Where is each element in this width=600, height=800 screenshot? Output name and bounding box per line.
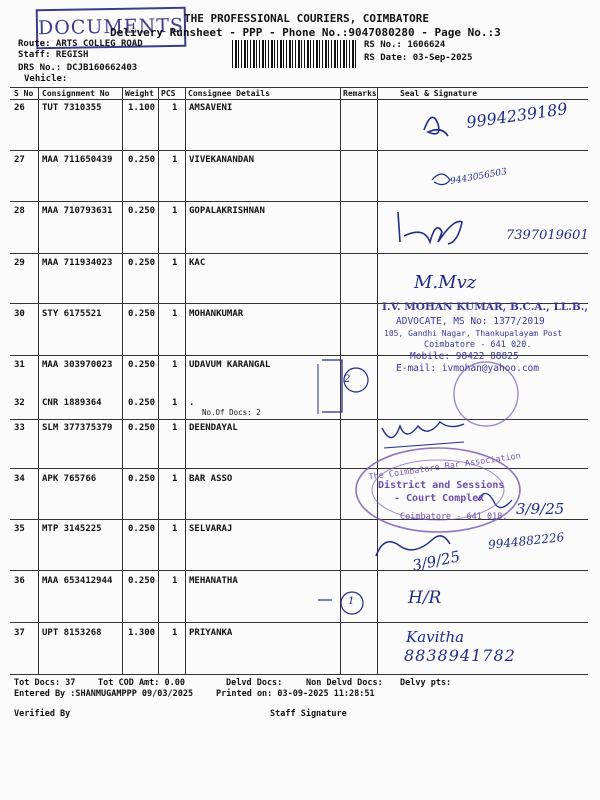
vehicle-label: Vehicle: [24, 74, 68, 84]
consignee: PRIYANKA [189, 628, 233, 638]
pcs: 1 [172, 524, 178, 534]
consignee: VIVEKANANDAN [189, 155, 255, 165]
advocate-stamp-line4: Coimbatore - 641 020. [424, 340, 532, 350]
company-title: THE PROFESSIONAL COURIERS, COIMBATORE [184, 12, 430, 25]
entered-by: Entered By :SHANMUGAMPPP 09/03/2025 [14, 689, 194, 699]
sno: 30 [14, 309, 25, 319]
bar-stamp-line3: Coimbatore - 641 018. [400, 512, 508, 522]
sno: 36 [14, 576, 25, 586]
documents-stamp: DOCUMENTS [36, 7, 187, 50]
weight: 0.250 [128, 309, 156, 319]
signature-date-34: 3/9/25 [516, 500, 565, 518]
consignment-no: SLM 377375379 [42, 423, 113, 433]
weight: 1.100 [128, 103, 156, 113]
sno: 33 [14, 423, 25, 433]
pcs: 1 [172, 628, 178, 638]
consignment-no: TUT 7310355 [42, 103, 102, 113]
pcs: 1 [172, 258, 178, 268]
pcs: 1 [172, 474, 178, 484]
bar-stamp-line1: District and Sessions [378, 480, 505, 491]
sno: 28 [14, 206, 25, 216]
signature-36: H/R [408, 588, 442, 608]
sno: 29 [14, 258, 25, 268]
consignment-no: MAA 303970023 [42, 360, 113, 370]
col-pcs: PCS [161, 89, 176, 98]
drs-number: DRS No.: DCJB160662403 [18, 63, 138, 73]
docs-note: No.Of Docs: 2 [202, 408, 261, 417]
bar-stamp-line2: - Court Complex [394, 493, 485, 504]
consignee: BAR ASSO [189, 474, 233, 484]
col-weight: Weight [125, 89, 154, 98]
advocate-stamp-line5: Mobile: 98422 88825 [410, 351, 519, 362]
total-cod: Tot COD Amt: 0.00 [98, 678, 185, 688]
delivery-points: Delvy pts: [400, 678, 452, 688]
circle-mark-2: 2 [344, 374, 351, 385]
consignment-no: UPT 8153268 [42, 628, 102, 638]
col-consignee: Consignee Details [188, 89, 270, 98]
sno: 35 [14, 524, 25, 534]
consignment-no: MAA 653412944 [42, 576, 113, 586]
consignment-no: MAA 711650439 [42, 155, 113, 165]
consignee: MOHANKUMAR [189, 309, 244, 319]
consignee: KAC [189, 258, 206, 268]
circle-mark-1: 1 [348, 596, 355, 607]
pcs: 1 [172, 155, 178, 165]
signature-phone-37: 8838941782 [404, 646, 516, 665]
pcs: 1 [172, 423, 178, 433]
verified-by: Verified By [14, 709, 71, 719]
advocate-stamp-line2: ADVOCATE, MS No: 1377/2019 [396, 316, 545, 327]
sno: 37 [14, 628, 25, 638]
sno: 34 [14, 474, 25, 484]
advocate-stamp-line3: 105, Gandhi Nagar, Thankupalayam Post [384, 329, 563, 338]
weight: 0.250 [128, 360, 156, 370]
consignment-no: STY 6175521 [42, 309, 102, 319]
consignee: MEHANATHA [189, 576, 238, 586]
rs-date: RS Date: 03-Sep-2025 [364, 53, 473, 63]
signature-phone-35: 9944882226 [487, 530, 565, 552]
signature-phone-27: 9443056503 [449, 167, 508, 187]
consignment-no: CNR 1889364 [42, 398, 102, 408]
pcs: 1 [172, 360, 178, 370]
staff-label: Staff: REGISH [18, 50, 89, 60]
pcs: 1 [172, 103, 178, 113]
weight: 0.250 [128, 398, 156, 408]
consignee: DEENDAYAL [189, 423, 238, 433]
consignment-no: MTP 3145225 [42, 524, 102, 534]
consignee: UDAVUM KARANGAL [189, 360, 271, 370]
bar-stamp-ring: The Coimbatore Bar Association [368, 451, 522, 483]
printed-on: Printed on: 03-09-2025 11:28:51 [216, 689, 375, 699]
staff-signature: Staff Signature [270, 709, 347, 719]
weight: 0.250 [128, 524, 156, 534]
col-seal-signature: Seal & Signature [400, 89, 478, 98]
col-sno: S No [14, 89, 34, 98]
rs-number: RS No.: 1606624 [364, 40, 446, 50]
runsheet-subtitle: Delivery Runsheet - PPP - Phone No.:9047080280 - Page No.:3 [110, 26, 501, 39]
signature-date-35: 3/9/25 [410, 547, 462, 575]
weight: 0.250 [128, 258, 156, 268]
signature-phone-26: 9994239189 [465, 99, 569, 132]
sno: 26 [14, 103, 25, 113]
weight: 0.250 [128, 206, 156, 216]
signature-name-37: Kavitha [406, 628, 465, 646]
pcs: 1 [172, 206, 178, 216]
sno: 32 [14, 398, 25, 408]
col-consignment: Consignment No [42, 89, 110, 98]
pcs: 1 [172, 398, 178, 408]
weight: 0.250 [128, 155, 156, 165]
advocate-stamp-line6: E-mail: ivmohan@yahoo.com [396, 363, 539, 374]
non-delivered-docs: Non Delvd Docs: [306, 678, 383, 688]
pcs: 1 [172, 309, 178, 319]
consignee: . [189, 398, 195, 408]
consignment-no: MAA 711934023 [42, 258, 113, 268]
signature-phone-28: 7397019601 [506, 228, 589, 243]
route-label: Route: ARTS COLLEG ROAD [18, 39, 143, 49]
delivered-docs: Delvd Docs: [226, 678, 283, 688]
consignee: SELVARAJ [189, 524, 233, 534]
sno: 27 [14, 155, 25, 165]
weight: 1.300 [128, 628, 156, 638]
consignment-no: APK 765766 [42, 474, 97, 484]
col-remarks: Remarks [343, 89, 377, 98]
consignee: GOPALAKRISHNAN [189, 206, 265, 216]
consignee: AMSAVENI [189, 103, 233, 113]
weight: 0.250 [128, 474, 156, 484]
sno: 31 [14, 360, 25, 370]
pcs: 1 [172, 576, 178, 586]
total-docs: Tot Docs: 37 [14, 678, 76, 688]
weight: 0.250 [128, 576, 156, 586]
weight: 0.250 [128, 423, 156, 433]
signature-29: M.Mvz [414, 272, 477, 293]
consignment-no: MAA 710793631 [42, 206, 113, 216]
advocate-stamp-line1: I.V. MOHAN KUMAR, B.C.A., LL.B., [382, 301, 589, 313]
